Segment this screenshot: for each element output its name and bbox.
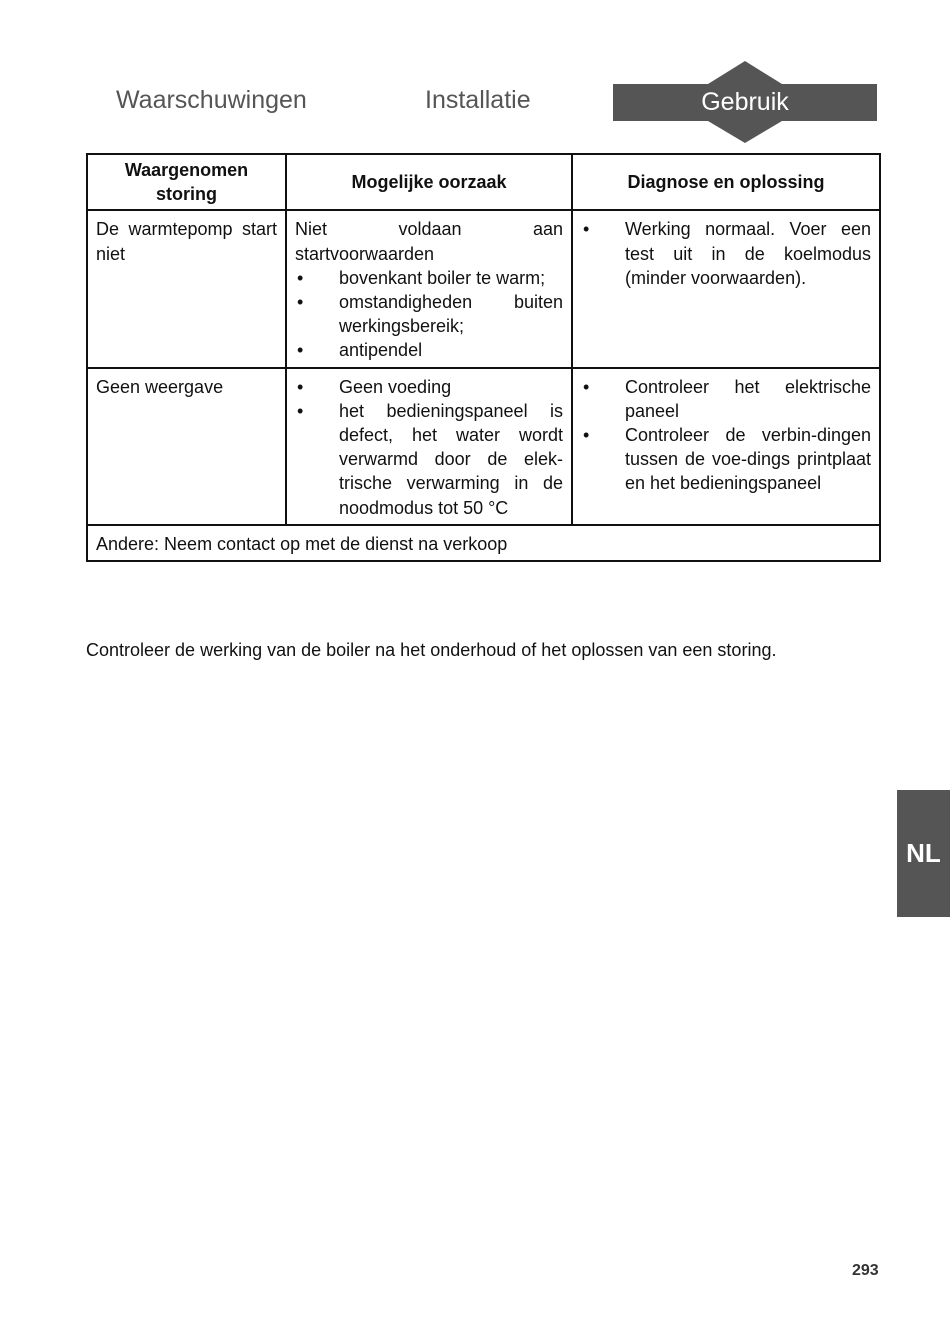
tab-gebruik-active: Gebruik <box>613 84 877 121</box>
solution-cell <box>572 210 880 367</box>
solution-item: • Controleer het elektrische paneel <box>581 375 871 423</box>
cause-item: • Geen voeding <box>295 375 563 399</box>
cause-cell <box>286 368 572 525</box>
table-header-row <box>87 154 880 210</box>
cause-item: • bovenkant boiler te warm; <box>295 266 563 290</box>
cause-item: • omstandigheden buiten werkingsbereik; <box>295 290 563 338</box>
header-solution: Diagnose en oplossing <box>572 154 880 210</box>
table-row <box>87 210 880 367</box>
language-tab: NL <box>897 790 950 917</box>
table-footer-row <box>87 525 880 561</box>
solution-item: • Werking normaal. Voer een test uit in de koelmodus (minder voorwaarden). <box>581 217 871 290</box>
tab-installatie: Installatie <box>425 86 531 114</box>
solution-item: • Controleer de verbin-dingen tussen de voe-dings printplaat en het bedieningspaneel <box>581 423 871 496</box>
tab-waarschuwingen: Waarschuwingen <box>116 86 307 114</box>
footer-note: Andere: Neem contact op met de dienst na verkoop <box>87 525 880 561</box>
header-symptom: Waargenomen storing <box>87 154 286 210</box>
arrow-down-icon <box>708 121 782 143</box>
table-row <box>87 368 880 525</box>
solution-cell <box>572 368 880 525</box>
arrow-up-icon <box>708 61 782 84</box>
cause-cell <box>286 210 572 367</box>
page-number: 293 <box>852 1262 879 1279</box>
cause-item: • antipendel <box>295 338 563 362</box>
symptom-cell: Geen weergave <box>87 368 286 525</box>
closing-text: Controleer de werking van de boiler na het onderhoud of het oplossen van een storing. <box>86 640 777 660</box>
cause-item: • het bedieningspaneel is defect, het water wordt verwarmd door de elek-trische verwarming in de noodmodus tot 50 °C <box>295 399 563 520</box>
symptom-cell: De warmtepomp start niet <box>87 210 286 367</box>
troubleshooting-table <box>86 153 881 562</box>
header-cause: Mogelijke oorzaak <box>286 154 572 210</box>
cause-intro: Niet voldaan aan startvoorwaarden <box>295 219 563 264</box>
